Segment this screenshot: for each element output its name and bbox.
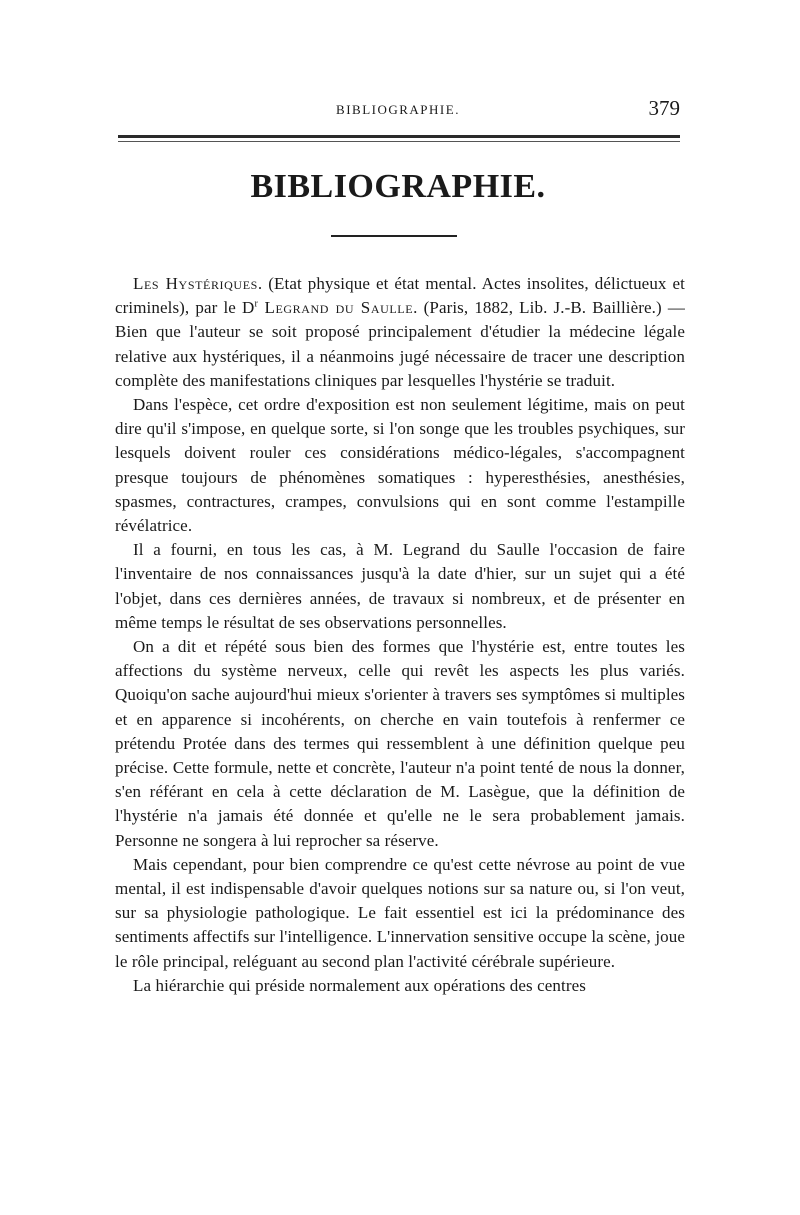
body-text (115, 272, 685, 998)
running-title: BIBLIOGRAPHIE. (336, 102, 460, 117)
running-head (114, 96, 682, 122)
publication-info: . (Paris, 1882, Lib. J.-B. Baillière.) — Bien que l'auteur se soit proposé principalement d'étudier la médecine légale relative aux hystériques, il a néanmoins jugé nécessaire de tracer une description complète des manifestations cliniques par lesquelles l'hystérie se traduit. (115, 298, 685, 390)
work-title: Les Hystériques (133, 274, 258, 293)
paragraph: Mais cependant, pour bien comprendre ce qu'est cette névrose au point de vue mental, il est indispensable d'avoir quelques notions sur sa nature ou, si l'on veut, sur sa physiologie pathologique. Le fait essentiel est ici la prédominance des sentiments affectifs sur l'intelligence. L'innervation sensitive occupe la scène, joue le rôle principal, reléguant au second plan l'activité cérébrale supérieure. (115, 854, 685, 971)
paragraph: La hiérarchie qui préside normalement aux opérations des centres (133, 975, 586, 995)
title-rule (331, 235, 457, 237)
paragraph: Il a fourni, en tous les cas, à M. Legrand du Saulle l'occasion de faire l'inventaire de nos connaissances jusqu'à la date d'hier, sur un sujet qui a été l'objet, dans ces dernières années, de travaux si nombreux, et de présenter en même temps le résultat de ses observations personnelles. (115, 540, 685, 632)
work-description: . (Etat physique et état mental. Actes insolites, délictueux et criminels), par le D (115, 274, 685, 318)
header-rule-thin (118, 141, 680, 142)
paragraph: Dans l'espèce, cet ordre d'exposition est non seulement légitime, mais on peut dire qu'il s'impose, en quelque sorte, si l'on songe que les troubles psychiques, sur lesquels doivent rouler ces considérations médico-légales, s'accompagnent presque toujours de phénomènes somatiques : hyperesthésies, anesthésies, spasmes, contractures, crampes, convulsions qui en sont comme l'estampille révélatrice. (115, 395, 685, 536)
author-name: Legrand du Saulle (257, 298, 414, 318)
chapter-title: BIBLIOGRAPHIE. (250, 168, 546, 205)
page-number: 379 (648, 96, 680, 120)
doctor-superscript: r (254, 298, 258, 310)
review-entry (115, 272, 685, 393)
header-rule (118, 135, 680, 138)
paragraph: On a dit et répété sous bien des formes que l'hystérie est, entre toutes les affections du système nerveux, celle qui revêt les aspects les plus variés. Quoiqu'on sache aujourd'hui mieux s'orienter à travers ses symptômes si multiples et en apparence si incohérents, on cherche en vain toutefois à renfermer ce prétendu Protée dans des termes qui ressemblent à une définition quelque peu précise. Cette formule, nette et concrète, l'auteur n'a point tenté de nous la donner, s'en référant en cela à cette déclaration de M. Lasègue, que la définition de l'hystérie n'a jamais été donnée et qu'elle ne le sera probablement jamais. Personne ne songera à lui reprocher sa réserve. (115, 637, 685, 850)
